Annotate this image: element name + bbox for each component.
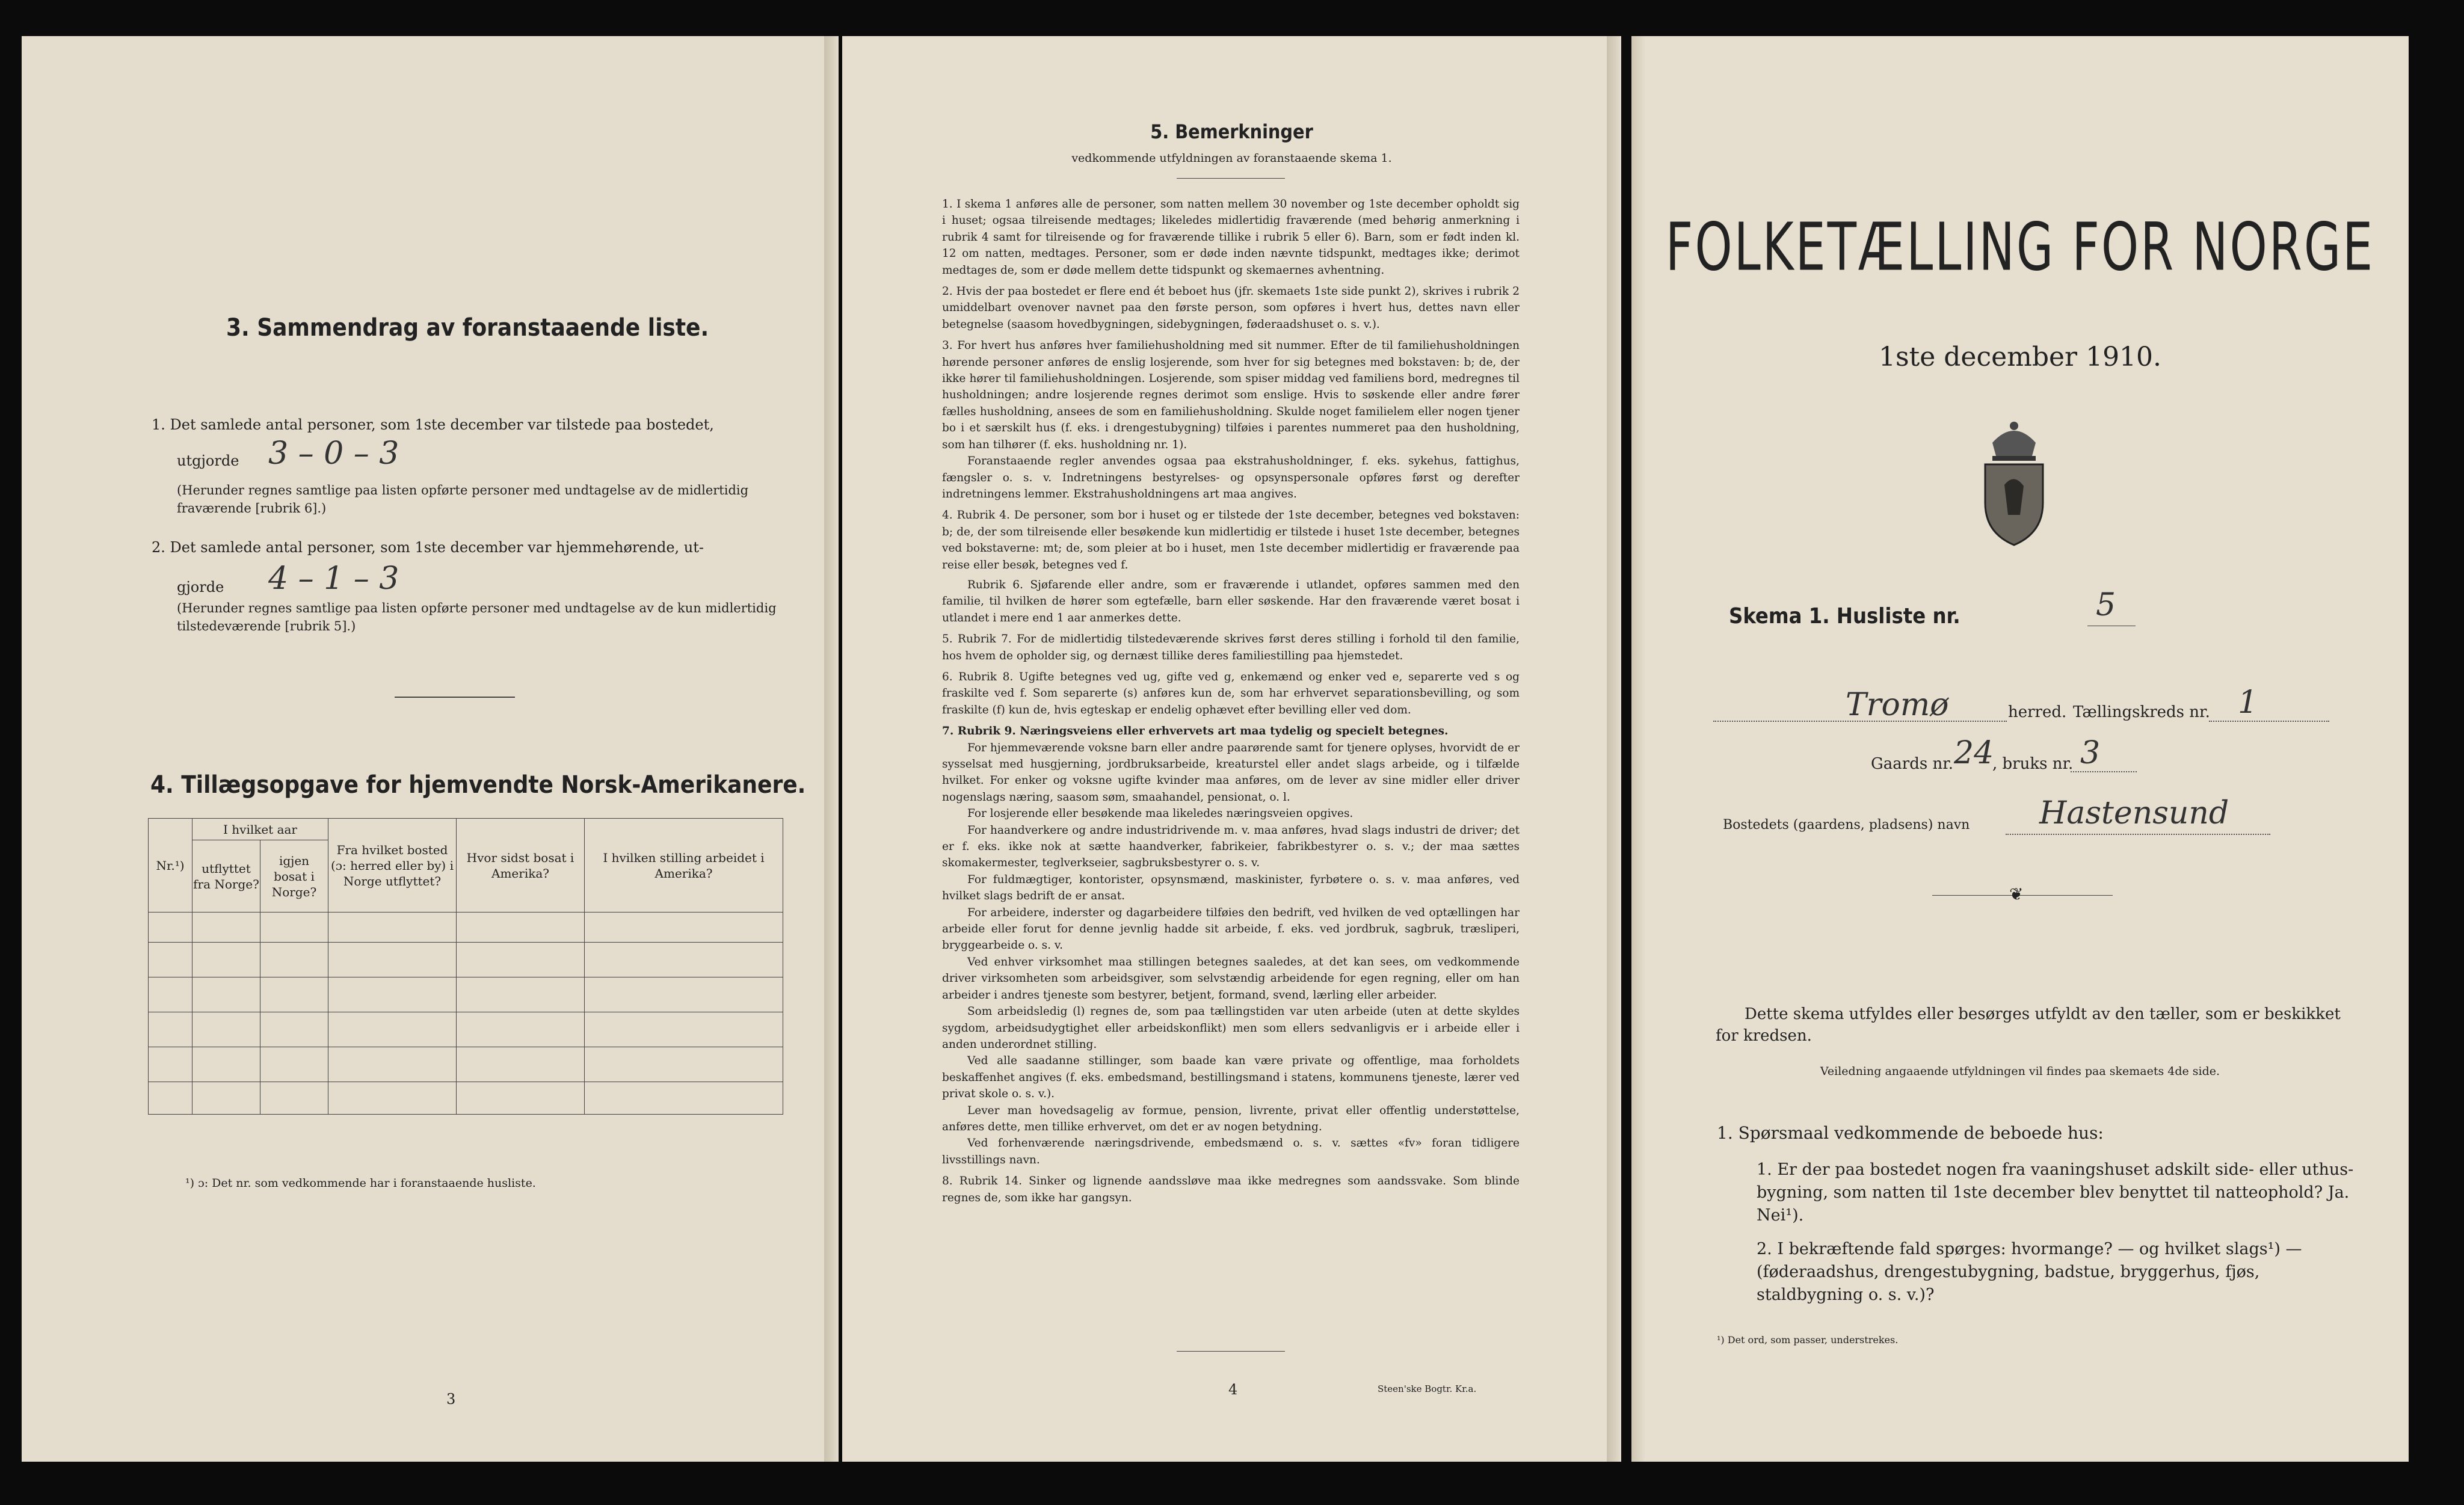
table-cell[interactable] [149, 913, 192, 943]
section-4-title: 4. Tillægsopgave for hjemvendte Norsk-Amerikanere. [150, 771, 806, 799]
s3-item2-line: 2. Det samlede antal personer, som 1ste december var hjemmehørende, ut- [152, 539, 704, 556]
bem-par-20: 8. Rubrik 14. Sinker og lignende aandssløve maa ikke medregnes som aandssvake. Som blinde regnes de, som ikke har gangsyn. [942, 1175, 1520, 1204]
questions-heading: 1. Spørsmaal vedkommende de beboede hus: [1717, 1123, 2104, 1143]
bem-par-7: 5. Rubrik 7. For de midlertidig tilstedeværende skrives først deres stilling i forhold til den familie, hos hvem de opholder sig, og dernæst tillike deres familiestilling paa hjemstedet. [942, 633, 1520, 662]
bem-par-8: 6. Rubrik 8. Ugifte betegnes ved ug, gifte ved g, enkemænd og enker ved e, separerte ved s og fraskilte ved f. Som separerte (s) anføres kun de, som har erhvervet separationsbevilling, og som fraskilte (f) kun de, hvis egteskap er endelig ophævet efter bevilling eller ved dom. [942, 670, 1520, 716]
right-page [1631, 36, 2409, 1462]
page-number-3: 3 [446, 1391, 456, 1408]
bem-par-12: For haandverkere og andre industridrivende m. v. maa anføres, hvad slags industri de driver; det er f. eks. ikke nok at sætte haandverker, fabrikeier, fabrikbestyrer o. s. v.; der maa sættes skomakermester, teglverkseier, sagbruksbestyrer o. s. v. [942, 823, 1520, 870]
s3-item1-line: 1. Det samlede antal personer, som 1ste december var tilstede paa bostedet, [152, 416, 714, 433]
bem-par-3: 3. For hvert hus anføres hver familiehusholdning med sit nummer. Efter de til familiehusholdningen hørende personer anføres de enslig losjerende, som hver for sig betegnes med bokstaven: b; de, der ikke hører til familiehusholdningen. Losjerende, som spiser middag ved familiens bord, medregnes til husholdningen; andre losjerende regnes derimot som enslige. Hvis to søskende eller andre fører fælles husholdning, ansees de som en familiehusholdning. Skulde noget familielem eller nogen tjener bo i et særskilt hus (f. eks. i drengestubygning) tilføies i parentes nummeret paa den husholdning, som han tilhører (f. eks. husholdning nr. 1). [942, 339, 1520, 451]
kreds-label: Tællingskreds nr. [2073, 703, 2210, 721]
bem-par-13: For fuldmægtiger, kontorister, opsynsmænd, maskinister, fyrbøtere o. s. v. maa anføres, ved hvilket slags bedrift de er ansat. [942, 873, 1520, 903]
intro-note: Veiledning angaaende utfyldningen vil findes paa skemaets 4de side. [1820, 1065, 2220, 1078]
husliste-nr-value[interactable]: 5 [2096, 587, 2116, 623]
table-cell[interactable] [149, 1047, 192, 1082]
divider [395, 697, 515, 698]
bem-par-4: Foranstaaende regler anvendes ogsaa paa ekstrahusholdninger, f. eks. sykehus, fattighus, fængsler o. s. v. Indretningens bestyrelses- og opsynspersonale opføres først og derefter indretningens lemmer. Ekstrahusholdningens art maa angives. [942, 455, 1520, 500]
table-cell[interactable] [260, 1012, 328, 1047]
kreds-value: 1 [2238, 685, 2258, 721]
bemerkninger-title: 5. Bemerkninger [1150, 120, 1313, 143]
bemerkninger-body [942, 196, 1520, 1206]
bruks-label: , bruks nr. [1992, 755, 2074, 773]
census-title: FOLKETÆLLING FOR NORGE [1665, 208, 2375, 286]
middle-page [842, 36, 1621, 1462]
table-cell[interactable] [328, 1082, 457, 1115]
ornament-icon: ❦ [2009, 884, 2024, 904]
table-cell[interactable] [260, 943, 328, 977]
table-cell[interactable] [328, 977, 457, 1012]
bem-par-11: For losjerende eller besøkende maa likeledes næringsveien opgives. [967, 807, 1354, 820]
table-cell[interactable] [260, 1082, 328, 1115]
table-cell[interactable] [260, 913, 328, 943]
table-cell[interactable] [328, 1012, 457, 1047]
col-hvor-sidst: Hvor sidst bosat i Amerika? [457, 819, 585, 913]
table-cell[interactable] [149, 1012, 192, 1047]
table-cell[interactable] [585, 913, 783, 943]
col-i-hvilket-aar: I hvilket aar [192, 819, 328, 840]
bem-par-19: Ved forhenværende næringsdrivende, embedsmænd o. s. v. sættes «fv» foran tidligere livsstillings navn. [942, 1137, 1520, 1166]
col-nr: Nr.¹) [149, 819, 192, 913]
bem-par-10: For hjemmeværende voksne barn eller andre paarørende samt for tjenere oplyses, hvorvidt de er sysselsat med husgjerning, jordbruksarbeide, kreaturstel eller andet slags arbeide, og i tilfælde hvilket. For enker og voksne ugifte kvinder maa anføres, om de lever av sine midler eller driver nogenslags næring, saasom søm, smaahandel, pensionat, o. l. [942, 741, 1520, 804]
table-cell[interactable] [192, 977, 260, 1012]
table-cell[interactable] [585, 1012, 783, 1047]
right-footnote: ¹) Det ord, som passer, understrekes. [1717, 1334, 1899, 1346]
table-cell[interactable] [457, 1082, 585, 1115]
norsk-amerikanere-table [148, 818, 783, 1115]
bem-par-5: 4. Rubrik 4. De personer, som bor i huset og er tilstede der 1ste december, betegnes ved bokstaven: b; de, der som tilreisende eller besøkende kun midlertidig er tilstede i huset 1ste december, betegnes ved bokstaverne: mt; de, som pleier at bo i huset, men 1ste december midlertidig er fraværende paa reise eller besøk, betegnes ved f. [942, 509, 1520, 571]
col-igjen-bosat: igjen bosat i Norge? [260, 840, 328, 913]
bem-par-1: 1. I skema 1 anføres alle de personer, som natten mellem 30 november og 1ste december opholdt sig i huset; ogsaa tilreisende medtages; likeledes midlertidig fraværende (med behørig anmerkning i rubrik 4 samt for tilreisende og for fraværende tillike i rubrik 5 eller 6). Barn, som er født inden kl. 12 om natten, medtages. Personer, som er døde inden nævnte tidspunkt, medtages ikke; derimot medtages de, som er døde mellem dette tidspunkt og skemaernes avhentning. [942, 198, 1520, 277]
s3-item1-value: 3 – 0 – 3 [268, 435, 399, 472]
s3-item2-value: 4 – 1 – 3 [268, 561, 399, 597]
table-cell[interactable] [192, 943, 260, 977]
gaards-label: Gaards nr. [1871, 755, 1954, 773]
question-1: 1. Er der paa bostedet nogen fra vaaningshuset adskilt side- eller uthus-bygning, som natten til 1ste december blev benyttet til natteophold? Ja. Nei¹). [1757, 1160, 2354, 1225]
bem-par-14: For arbeidere, inderster og dagarbeidere tilføies den bedrift, ved hvilken de ved optællingen har arbeide eller forut for denne jevnlig hadde sit arbeide, f. eks. ved jordbruk, sagbruk, træsliperi, bryggearbeide o. s. v. [942, 906, 1520, 952]
left-page [22, 36, 839, 1462]
herred-value: Tromø [1846, 687, 1949, 723]
bem-par-6: Rubrik 6. Sjøfarende eller andre, som er fraværende i utlandet, opføres sammen med den familie, til hvilken de hører som egtefælle, barn eller søskende. Har den fraværende været bosat i utlandet i mere end 1 aar anmerkes dette. [942, 578, 1520, 624]
table-cell[interactable] [585, 1047, 783, 1082]
section-3-title: 3. Sammendrag av foranstaaende liste. [226, 314, 709, 342]
skema-label: Skema 1. Husliste nr. [1729, 604, 1960, 629]
bem-par-18: Lever man hovedsagelig av formue, pension, livrente, privat eller offentlig understøttelse, anføres dette, men tillike erhvervet, om det er av nogen betydning. [942, 1104, 1520, 1133]
table-cell[interactable] [585, 977, 783, 1012]
s3-item1-note: (Herunder regnes samtlige paa listen opførte personer med undtagelse av de midlertidig fraværende [rubrik 6].) [177, 483, 749, 516]
s3-item1-prefix: utgjorde [177, 452, 239, 469]
kreds-field[interactable] [2209, 715, 2329, 722]
table-cell[interactable] [149, 943, 192, 977]
bem-par-17: Ved alle saadanne stillinger, som baade kan være private og offentlige, maa forholdets beskaffenhet angives (f. eks. embedsmand, bestillingsmand i statens, kommunens tjeneste, lærer ved privat skole o. s. v.). [942, 1054, 1520, 1101]
col-utflyttet: utflyttet fra Norge? [192, 840, 260, 913]
bem-par-15: Ved enhver virksomhet maa stillingen betegnes saaledes, at det kan sees, om vedkommende driver virksomheten som arbeidsgiver, som selvstændig arbeidende for egen regning, eller om han arbeider i andres tjeneste som bestyrer, betjent, formand, svend, lærling eller arbeider. [942, 955, 1520, 1002]
table-cell[interactable] [457, 943, 585, 977]
table-cell[interactable] [149, 1082, 192, 1115]
bemerkninger-subtitle: vedkommende utfyldningen av foranstaaende skema 1. [1071, 152, 1392, 165]
gaards-value[interactable]: 24 [1954, 735, 1994, 771]
left-footnote: ¹) ɔ: Det nr. som vedkommende har i foranstaaende husliste. [185, 1177, 536, 1190]
printer-mark: Steen'ske Bogtr. Kr.a. [1378, 1383, 1477, 1394]
page-number-4: 4 [1228, 1381, 1238, 1398]
intro-text: Dette skema utfyldes eller besørges utfyldt av den tæller, som er beskikket for kredsen. [1716, 1005, 2341, 1045]
bem-par-16: Som arbeidsledig (l) regnes de, som paa tællingstiden var uten arbeide (uten at dette skyldes sygdom, arbeidsudygtighet eller arbeidskonflikt) men som ellers sedvanligvis er i arbeide eller i anden underordnet stilling. [942, 1005, 1520, 1051]
table-cell[interactable] [192, 1082, 260, 1115]
census-date: 1ste december 1910. [1878, 342, 2162, 372]
question-2: 2. I bekræftende fald spørges: hvormange? — og hvilket slags¹) — (føderaadshus, drengestubygning, badstue, bryggerhus, fjøs, staldbygning o. s. v.)? [1757, 1240, 2302, 1304]
table-cell[interactable] [192, 1047, 260, 1082]
s3-item2-note: (Herunder regnes samtlige paa listen opførte personer med undtagelse av de kun midlertidig tilstedeværende [rubrik 5].) [177, 601, 777, 633]
col-fra-hvilket-bosted: Fra hvilket bosted (ɔ: herred eller by) i Norge utflyttet? [328, 819, 457, 913]
table-cell[interactable] [328, 913, 457, 943]
bruks-value[interactable]: 3 [2080, 735, 2101, 771]
coat-of-arms-icon [1974, 419, 2054, 546]
col-stilling: I hvilken stilling arbeidet i Amerika? [585, 819, 783, 913]
table-cell[interactable] [260, 977, 328, 1012]
table-cell[interactable] [328, 943, 457, 977]
table-cell[interactable] [585, 1082, 783, 1115]
table-cell[interactable] [192, 1012, 260, 1047]
table-cell[interactable] [328, 1047, 457, 1082]
table-cell[interactable] [457, 1012, 585, 1047]
bosted-value: Hastensund [2039, 795, 2229, 831]
bosted-label: Bostedets (gaardens, pladsens) navn [1723, 817, 1970, 833]
herred-label: herred. [2008, 703, 2067, 721]
table-cell[interactable] [260, 1047, 328, 1082]
table-cell[interactable] [149, 977, 192, 1012]
bem-par-9: 7. Rubrik 9. Næringsveiens eller erhvervets art maa tydelig og specielt betegnes. [942, 725, 1449, 738]
s3-item2-prefix: gjorde [177, 579, 224, 596]
table-cell[interactable] [192, 913, 260, 943]
table-cell[interactable] [585, 943, 783, 977]
table-cell[interactable] [457, 977, 585, 1012]
table-cell[interactable] [457, 913, 585, 943]
table-cell[interactable] [457, 1047, 585, 1082]
bem-par-2: 2. Hvis der paa bostedet er flere end ét beboet hus (jfr. skemaets 1ste side punkt 2), skrives i rubrik 2 umiddelbart ovenover navnet paa den første person, som opføres i hvert hus, dettes navn eller betegnelse (saasom hovedbygningen, sidebygningen, føderaadshuset o. s. v.). [942, 285, 1520, 331]
